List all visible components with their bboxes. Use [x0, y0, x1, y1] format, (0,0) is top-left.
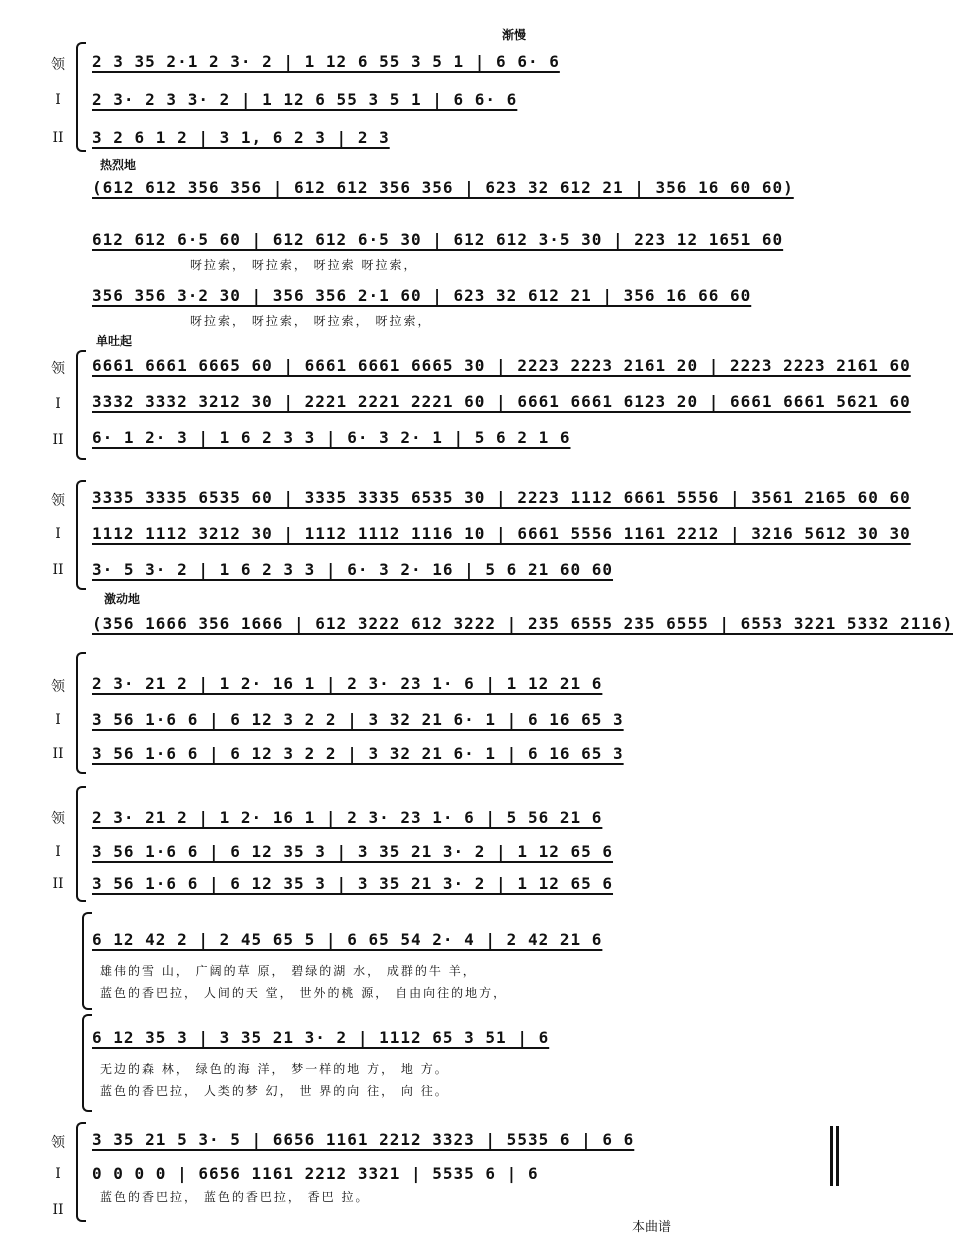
notation-line: 6 12 35 3 | 3 35 21 3· 2 | 1112 65 3 51 | 6 [92, 1028, 550, 1047]
notation-line: 3 56 1·6 6 | 6 12 3 2 2 | 3 32 21 6· 1 | 6 16 65 3 [92, 744, 624, 763]
notation-line: 1112 1112 3212 30 | 1112 1112 1116 10 | 6661 5556 1161 2212 | 3216 5612 30 30 [92, 524, 911, 543]
system-9 [0, 1012, 888, 1112]
part-label-lead: 领 [51, 361, 65, 377]
lyric-line: 蓝色的香巴拉， 人类的梦 幻， 世 界的向 往， 向 往。 [100, 1084, 449, 1098]
syllable-line: 呀拉索， 呀拉索， 呀拉索 呀拉索， [190, 258, 418, 272]
part-label-one: I [55, 712, 61, 728]
lyric-line: 无边的森 林， 绿色的海 洋， 梦一样的地 方， 地 方。 [100, 1062, 449, 1076]
notation-line: 2 3· 21 2 | 1 2· 16 1 | 2 3· 23 1· 6 | 5 56 21 6 [92, 808, 603, 827]
lyric-line: 蓝色的香巴拉， 蓝色的香巴拉， 香巴 拉。 [100, 1190, 370, 1204]
system-2 [0, 160, 888, 340]
notation-line: 2 3 35 2·1 2 3· 2 | 1 12 6 55 3 5 1 | 6 6· 6 [92, 52, 560, 71]
lyric-line: 雄伟的雪 山， 广阔的草 原， 碧绿的湖 水， 成群的牛 羊， [100, 964, 477, 978]
system-brace [76, 652, 86, 774]
system-4 [0, 478, 911, 598]
part-label-two: II [52, 562, 64, 578]
part-label-one: I [55, 844, 61, 860]
part-label-lead: 领 [51, 1135, 65, 1151]
notation-line: 6 12 42 2 | 2 45 65 5 | 6 65 54 2· 4 | 2 42 21 6 [92, 930, 603, 949]
notation-line: (612 612 356 356 | 612 612 356 356 | 623 32 612 21 | 356 16 60 60) [92, 178, 794, 197]
lyric-line: 蓝色的香巴拉， 人间的天 堂， 世外的桃 源， 自由向往的地方， [100, 986, 508, 1000]
system-brace [76, 480, 86, 590]
expression-marking-fiery: 热烈地 [100, 158, 137, 172]
notation-line: 3 56 1·6 6 | 6 12 35 3 | 3 35 21 3· 2 | 1 12 65 6 [92, 874, 614, 893]
part-label-lead: 领 [51, 811, 65, 827]
system-6 [0, 652, 888, 782]
notation-line: 3335 3335 6535 60 | 3335 3335 6535 30 | 2223 1112 6661 5556 | 3561 2165 60 60 [92, 488, 911, 507]
final-barline [836, 1126, 839, 1186]
part-label-two: II [52, 432, 64, 448]
system-brace [82, 1014, 92, 1112]
system-brace [76, 1122, 86, 1222]
system-brace [76, 350, 86, 460]
part-label-two: II [52, 876, 64, 892]
technique-marking-single-tongue: 单吐起 [96, 334, 133, 348]
system-7 [0, 786, 888, 906]
part-label-one: I [55, 526, 61, 542]
system-brace [76, 42, 86, 152]
notation-line: 612 612 6·5 60 | 612 612 6·5 30 | 612 612 3·5 30 | 223 12 1651 60 [92, 230, 784, 249]
notation-line: 3 35 21 5 3· 5 | 6656 1161 2212 3323 | 5535 6 | 6 6 [92, 1130, 635, 1149]
tempo-marking-ritard: 渐慢 [502, 28, 527, 42]
expression-marking-excited: 激动地 [104, 592, 141, 606]
part-label-one: I [55, 1166, 61, 1182]
system-3 [0, 334, 911, 460]
notation-line: 6661 6661 6665 60 | 6661 6661 6665 30 | 2223 2223 2161 20 | 2223 2223 2161 60 [92, 356, 911, 375]
system-brace [82, 912, 92, 1010]
part-label-two: II [52, 746, 64, 762]
notation-line: 3 56 1·6 6 | 6 12 3 2 2 | 3 32 21 6· 1 | 6 16 65 3 [92, 710, 624, 729]
part-label-two: II [52, 130, 64, 146]
notation-line: 2 3· 2 3 3· 2 | 1 12 6 55 3 5 1 | 6 6· 6 [92, 90, 518, 109]
final-barline [830, 1126, 833, 1186]
part-label-lead: 领 [51, 493, 65, 509]
system-brace [76, 786, 86, 902]
system-8 [0, 908, 888, 1008]
syllable-line: 呀拉索， 呀拉索， 呀拉索， 呀拉索， [190, 314, 432, 328]
part-label-lead: 领 [51, 679, 65, 695]
system-10 [0, 1118, 888, 1218]
notation-line: 2 3· 21 2 | 1 2· 16 1 | 2 3· 23 1· 6 | 1 12 21 6 [92, 674, 603, 693]
source-note: 本曲谱 [632, 1220, 672, 1235]
notation-line: 0 0 0 0 | 6656 1161 2212 3321 | 5535 6 | 6 [92, 1164, 539, 1183]
notation-line: 3· 5 3· 2 | 1 6 2 3 3 | 6· 3 2· 16 | 5 6 21 60 60 [92, 560, 614, 579]
part-label-one: I [55, 92, 61, 108]
notation-line: 6· 1 2· 3 | 1 6 2 3 3 | 6· 3 2· 1 | 5 6 2 1 6 [92, 428, 571, 447]
system-5 [0, 590, 953, 640]
part-label-two: II [52, 1202, 64, 1218]
notation-line: 3 2 6 1 2 | 3 1, 6 2 3 | 2 3 [92, 128, 390, 147]
notation-line: 3332 3332 3212 30 | 2221 2221 2221 60 | 6661 6661 6123 20 | 6661 6661 5621 60 [92, 392, 911, 411]
system-1 [0, 28, 888, 160]
notation-line: 356 356 3·2 30 | 356 356 2·1 60 | 623 32 612 21 | 356 16 66 60 [92, 286, 752, 305]
part-label-one: I [55, 396, 61, 412]
part-label-lead: 领 [51, 57, 65, 73]
notation-line: 3 56 1·6 6 | 6 12 35 3 | 3 35 21 3· 2 | 1 12 65 6 [92, 842, 614, 861]
notation-line: (356 1666 356 1666 | 612 3222 612 3222 | 235 6555 235 6555 | 6553 3221 5332 2116) [92, 614, 953, 633]
